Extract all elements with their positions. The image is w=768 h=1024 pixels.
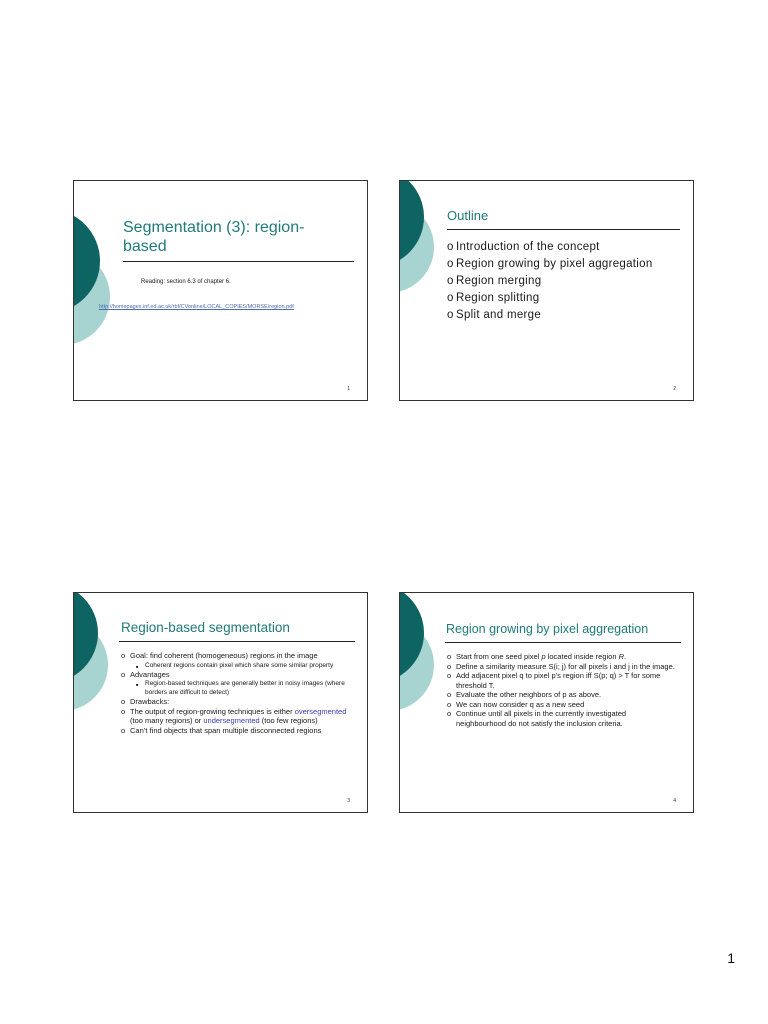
slide-title: Region growing by pixel aggregation: [446, 622, 649, 636]
reference-link[interactable]: http://homepages.inf.ed.ac.uk/rbf/CVonline/LOCAL_COPIES/MORSE/region.pdf: [99, 304, 294, 310]
slide-title: Region-based segmentation: [121, 620, 290, 635]
hollow-circle-bullet-icon: o: [447, 661, 452, 671]
list-item: o Region merging: [447, 275, 542, 287]
hollow-circle-bullet-icon: o: [447, 690, 452, 699]
sub-list-item: ■ Region-based techniques are generally better in noisy images (where borders are difficult to detect): [136, 680, 345, 696]
title-divider: [445, 642, 681, 643]
list-item: o We can now consider q as a new seed: [447, 699, 585, 709]
slide-1: [73, 180, 368, 401]
content-list: [447, 652, 675, 728]
content-list: [121, 651, 353, 735]
reading-note: Reading: section 6.3 of chapter 6.: [141, 279, 231, 285]
hollow-circle-bullet-icon: o: [447, 652, 452, 661]
hollow-circle-bullet-icon: o: [121, 725, 126, 735]
slide-page-number: 1: [347, 386, 350, 392]
hollow-circle-bullet-icon: o: [121, 697, 126, 706]
hollow-circle-bullet-icon: o: [447, 671, 452, 680]
slide-title: Outline: [447, 208, 489, 223]
slide-4: [399, 592, 694, 813]
sub-list-item: ■ Coherent regions contain pixel which share some similar property: [136, 661, 334, 669]
title-divider: [123, 261, 354, 262]
hollow-circle-bullet-icon: o: [447, 709, 452, 718]
slide-title: Segmentation (3): region-based: [123, 219, 305, 256]
slide-2: [399, 180, 694, 401]
list-item: o Drawbacks:: [121, 697, 170, 706]
document-page-number: 1: [727, 950, 735, 966]
list-item: o Region splitting: [447, 292, 540, 304]
list-item: o The output of region-growing techniques is either oversegmented (too many regions) or undersegmented (too few regions): [121, 706, 347, 725]
slide-3: [73, 592, 368, 813]
hollow-circle-bullet-icon: o: [447, 275, 454, 287]
decorative-circles-icon: [74, 181, 134, 401]
list-item: o Can’t find objects that span multiple disconnected regions: [121, 725, 322, 735]
list-item: o Goal: find coherent (homogeneous) regions in the image ■ Coherent regions contain pixel which share some similar property: [121, 651, 353, 670]
list-item: o Define a similarity measure S(i; j) for all pixels i and j in the image.: [447, 661, 675, 671]
list-item: o Start from one seed pixel p located inside region R.: [447, 652, 627, 661]
hollow-circle-bullet-icon: o: [121, 651, 126, 660]
hollow-circle-bullet-icon: o: [447, 292, 454, 304]
list-item: o Advantages ■ Region-based techniques are generally better in noisy images (where borders are difficult to detect): [121, 670, 353, 698]
slide-page-number: 3: [347, 798, 350, 804]
title-divider: [119, 641, 355, 642]
title-divider: [447, 229, 680, 230]
hollow-circle-bullet-icon: o: [121, 706, 126, 716]
hollow-circle-bullet-icon: o: [447, 309, 454, 321]
slide-page-number: 4: [673, 798, 676, 804]
hollow-circle-bullet-icon: o: [447, 241, 454, 253]
list-item: o Introduction of the concept: [447, 241, 600, 253]
hollow-circle-bullet-icon: o: [447, 699, 452, 709]
small-square-bullet-icon: ■: [136, 663, 139, 669]
small-square-bullet-icon: ■: [136, 682, 139, 687]
list-item: o Split and merge: [447, 309, 542, 321]
hollow-circle-bullet-icon: o: [447, 258, 454, 270]
list-item: o Continue until all pixels in the currently investigated neighbourhood do not satisfy the inclusion criteria.: [447, 709, 627, 728]
list-item: o Region growing by pixel aggregation: [447, 258, 653, 270]
hollow-circle-bullet-icon: o: [121, 669, 126, 679]
list-item: o Evaluate the other neighbors of p as above.: [447, 690, 602, 699]
outline-list: [447, 239, 672, 323]
list-item: o Add adjacent pixel q to pixel p’s region iff S(p; q) > T for some threshold T.: [447, 671, 661, 690]
slide-page-number: 2: [673, 386, 676, 392]
